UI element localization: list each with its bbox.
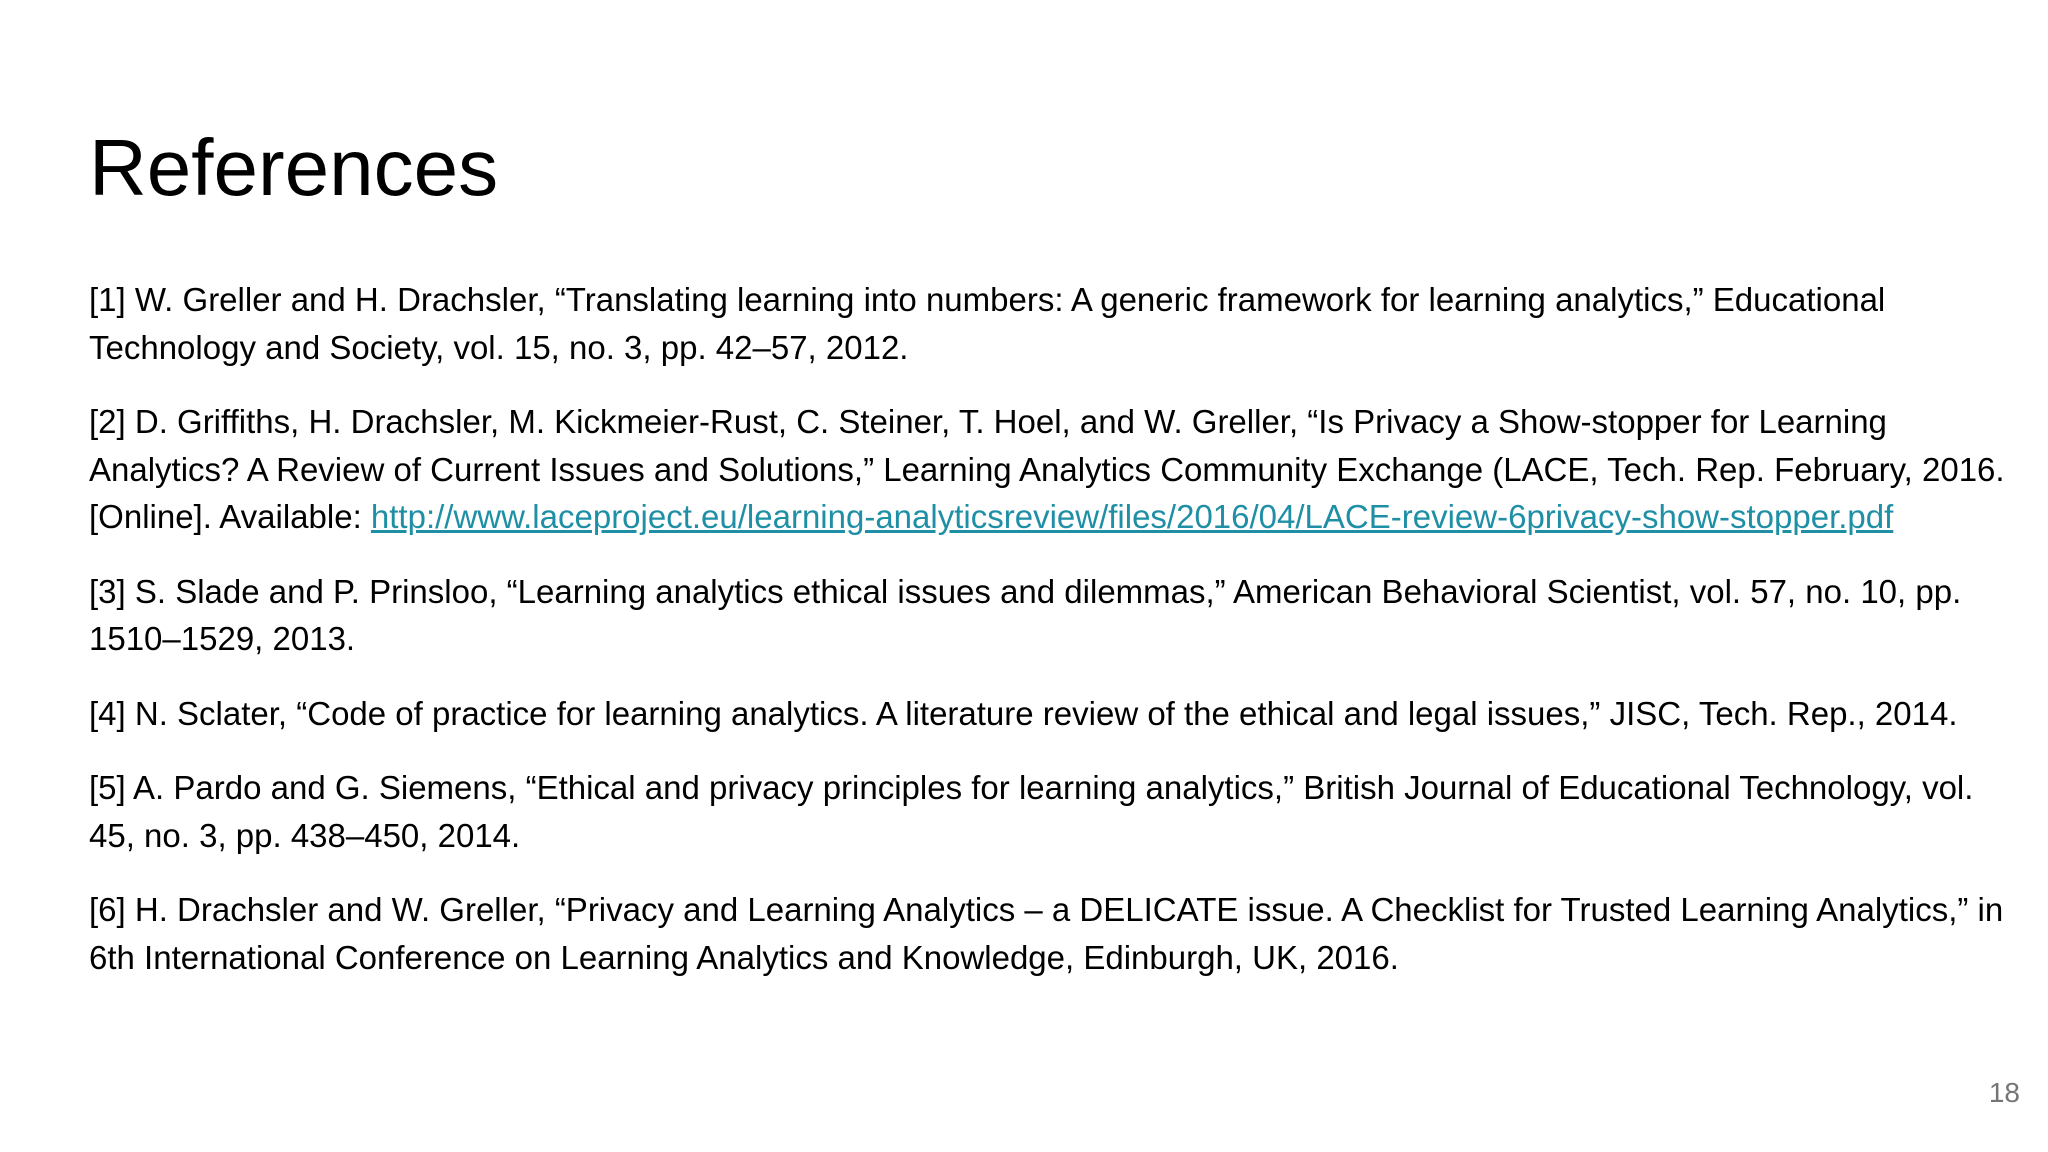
reference-item-3 [89, 568, 2009, 663]
slide-title: References [89, 123, 499, 212]
reference-list [89, 276, 2009, 1008]
reference-item-1 [89, 276, 2009, 371]
reference-item-5 [89, 764, 2009, 859]
reference-text: [6] H. Drachsler and W. Greller, “Privacy and Learning Analytics – a DELICATE issue. A Checklist for Trusted Learning Analytics,” in 6th International Conference on Learning Analytics and Knowledge, Edinburgh, UK, 2016. [89, 891, 2004, 976]
reference-text: [3] S. Slade and P. Prinsloo, “Learning analytics ethical issues and dilemmas,” American Behavioral Scientist, vol. 57, no. 10, pp. 1510–1529, 2013. [89, 572, 1962, 657]
reference-item-6 [89, 886, 2009, 981]
reference-text: [1] W. Greller and H. Drachsler, “Translating learning into numbers: A generic framework for learning analytics,” Educational Technology and Society, vol. 15, no. 3, pp. 42–57, 2012. [89, 281, 1886, 366]
reference-text: [5] A. Pardo and G. Siemens, “Ethical and privacy principles for learning analytics,” British Journal of Educational Technology, vol. 45, no. 3, pp. 438–450, 2014. [89, 769, 1974, 854]
reference-link[interactable]: http://www.laceproject.eu/learning-analyticsreview/files/2016/04/LACE-review-6privacy-show-stopper.pdf [370, 498, 1894, 535]
page-number: 18 [1988, 1077, 2020, 1108]
reference-text: [2] D. Griffiths, H. Drachsler, M. Kickmeier-Rust, C. Steiner, T. Hoel, and W. Greller, “Is Privacy a Show-stopper for Learning Analytics? A Review of Current Issues and Solutions,” Learning Analytics Community Exchange (LACE, Tech. Rep. February, 2016. [Online]. Available: [89, 403, 2005, 535]
reference-item-4 [89, 690, 2009, 738]
reference-item-2 [89, 398, 2009, 541]
reference-text: [4] N. Sclater, “Code of practice for learning analytics. A literature review of the ethical and legal issues,” JISC, Tech. Rep., 2014. [89, 694, 1958, 732]
